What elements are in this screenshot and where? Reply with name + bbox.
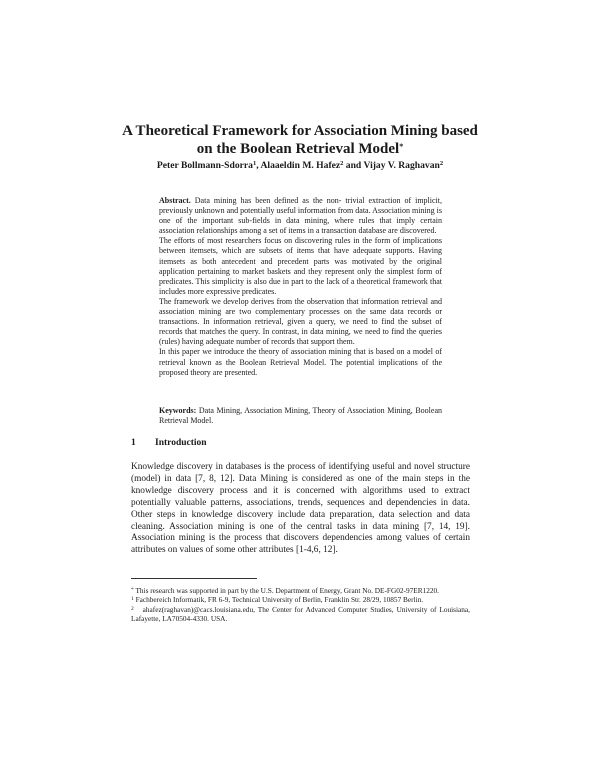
footnote-3 [131, 605, 470, 624]
section-title: Introduction [155, 438, 207, 448]
author-3: Vijay V. Raghavan [363, 160, 440, 171]
abstract-paragraph-1 [159, 196, 442, 236]
introduction-body: Knowledge discovery in databases is the process of identifying useful and novel structure (model) in data [7, 8, 12]. Data Mining is considered as one of the main steps in the knowledge discovery process and it is concerned with algorithms used to extract potentially valuable patterns, associations, trends, sequences and dependencies in data. Other steps in knowledge discovery include data preparation, data selection and data cleaning. Association mining is one of the central tasks in data mining [7, 14, 19]. Association mining is the process that discovers dependencies among values of certain attributes on values of some other attributes [1-4,6, 12]. [131, 462, 470, 556]
footnote-3-mark: 2 [131, 605, 134, 612]
title-line-1: A Theoretical Framework for Association Mining based [122, 123, 478, 139]
footnote-divider [131, 578, 257, 579]
footnote-2 [131, 595, 470, 604]
author-1: Peter Bollmann-Sdorra [156, 160, 253, 171]
footnote-2-text: Fachbereich Informatik, FR 6-9, Technical University of Berlin, Franklin Str. 28/29, 10857 Berlin. [133, 595, 424, 605]
abstract-paragraph-3: The framework we develop derives from the observation that information retrieval and association mining are two complementary processes on the same data records or transactions. In information retrieval, given a query, we need to find the subset of records that matches the query. In contrast, in data mining, we need to find the queries (rules) having adequate number of records that support them. [159, 296, 442, 347]
footnote-1-mark: * [131, 587, 134, 593]
footnote-3-text: ahafez(raghavan)@cacs.louisiana.edu, The Center for Advanced Computer Studies, University of Louisiana, Lafayette, LA70504-4330. USA. [131, 604, 470, 623]
footnote-2-mark: 1 [131, 596, 134, 603]
title-line-2: on the Boolean Retrieval Model [196, 141, 400, 157]
keywords-label: Keywords: [159, 406, 197, 415]
abstract [159, 196, 442, 378]
footnote-1 [131, 586, 470, 595]
title-footnote-mark: * [399, 142, 404, 151]
keywords-text: Data Mining, Association Mining, Theory of Association Mining, Boolean Retrieval Model. [159, 406, 442, 426]
keywords [159, 406, 442, 426]
paper-title [100, 122, 500, 158]
author-list [100, 160, 500, 172]
section-number: 1 [131, 438, 136, 448]
author-2-mark: 2 [340, 160, 344, 167]
author-separator: and [343, 160, 364, 171]
abstract-text: Data mining has been defined as the non- trivial extraction of implicit, previously unknown and potentially useful information from data. Association mining is one of the important sub-fields in data mining, where rules that imply certain association relationships among a set of items in a transaction database are discovered. [159, 196, 442, 236]
abstract-paragraph-4: In this paper we introduce the theory of association mining that is based on a model of retrieval known as the Boolean Retrieval Model. The potential implications of the proposed theory are presented. [159, 347, 442, 377]
footnotes [131, 586, 470, 623]
section-heading [131, 438, 207, 448]
abstract-paragraph-2: The efforts of most researchers focus on discovering rules in the form of implications between itemsets, which are subsets of items that have adequate supports. Having itemsets as both antecedent and precedent parts was motivated by the original application pertaining to market baskets and they represent only the simplest form of predicates. This simplicity is also due in part to the lack of a theoretical framework that includes more expressive predicates. [159, 236, 442, 296]
author-separator: , [256, 160, 261, 171]
author-1-mark: 1 [252, 160, 257, 167]
abstract-label: Abstract. [159, 196, 191, 205]
author-3-mark: 2 [439, 160, 444, 167]
author-2: Alaaeldin M. Hafez [260, 160, 341, 171]
footnote-1-text: This research was supported in part by the U.S. Department of Energy, Grant No. DE-FG02-97ER1220. [133, 586, 440, 595]
